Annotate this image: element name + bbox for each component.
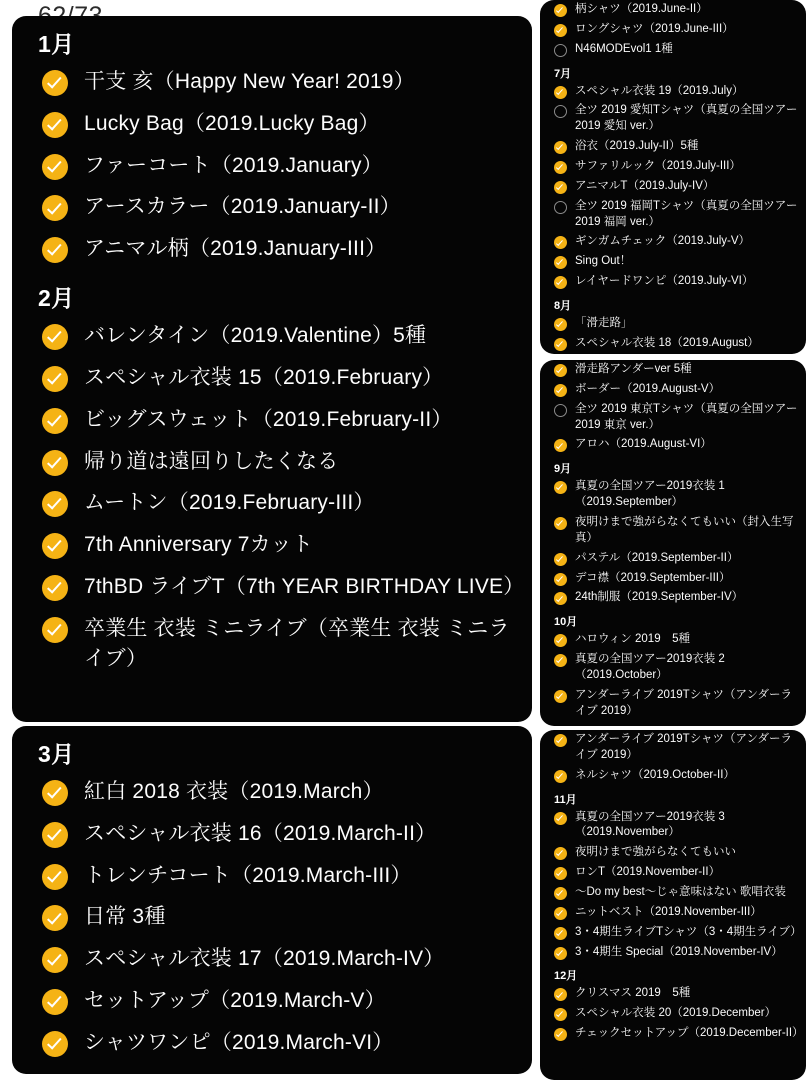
checklist-row[interactable] bbox=[12, 938, 532, 980]
checklist-row[interactable] bbox=[540, 400, 806, 436]
checklist-item-label: ハロウィン 2019 5種 bbox=[575, 633, 690, 646]
checked-circle-icon[interactable] bbox=[42, 195, 68, 221]
checklist-item-label: ムートン（2019.February-III） bbox=[84, 491, 375, 515]
checked-circle-icon[interactable] bbox=[42, 780, 68, 806]
checklist-item-label: アースカラー（2019.January-II） bbox=[84, 195, 401, 219]
checklist-item-label: 7th Anniversary 7カット bbox=[84, 533, 314, 557]
checklist-row[interactable] bbox=[540, 314, 806, 334]
checklist-row[interactable] bbox=[540, 40, 806, 60]
checklist-row[interactable] bbox=[12, 566, 532, 608]
checked-circle-icon[interactable] bbox=[42, 70, 68, 96]
checklist-item-label: スペシャル衣装 20（2019.December） bbox=[575, 1007, 777, 1020]
checklist-item-label: 浴衣（2019.July-II）5種 bbox=[575, 140, 699, 153]
checked-circle-icon[interactable] bbox=[42, 366, 68, 392]
checklist-panel-left-bottom[interactable] bbox=[12, 726, 532, 1074]
checklist-right-mid bbox=[540, 360, 806, 722]
unchecked-circle-icon[interactable] bbox=[554, 404, 567, 417]
checked-circle-icon[interactable] bbox=[554, 181, 567, 194]
checklist-row[interactable] bbox=[12, 771, 532, 813]
checklist-left-top bbox=[12, 26, 532, 679]
checked-circle-icon[interactable] bbox=[42, 822, 68, 848]
checklist-row[interactable] bbox=[540, 334, 806, 354]
checked-circle-icon[interactable] bbox=[554, 573, 567, 586]
checked-circle-icon[interactable] bbox=[42, 450, 68, 476]
checked-circle-icon[interactable] bbox=[42, 575, 68, 601]
checklist-item-label: 真夏の全国ツアー2019衣装 2（2019.October） bbox=[575, 653, 725, 682]
checked-circle-icon[interactable] bbox=[554, 318, 567, 331]
checklist-item-label: 3・4期生 Special（2019.November-IV） bbox=[575, 945, 783, 958]
checklist-item-label: 柄シャツ（2019.June-II） bbox=[575, 3, 708, 15]
checked-circle-icon[interactable] bbox=[554, 256, 567, 269]
checked-circle-icon[interactable] bbox=[42, 1031, 68, 1057]
unchecked-circle-icon[interactable] bbox=[554, 201, 567, 214]
checklist-item-label: 7thBD ライブT（7th YEAR BIRTHDAY LIVE） bbox=[84, 574, 525, 598]
checklist-row[interactable] bbox=[540, 1004, 806, 1024]
checklist-right-bottom bbox=[540, 730, 806, 1044]
checklist-row[interactable] bbox=[540, 943, 806, 963]
checklist-row[interactable] bbox=[540, 903, 806, 923]
month-heading: 11月 bbox=[554, 793, 577, 806]
unchecked-circle-icon[interactable] bbox=[554, 105, 567, 118]
checklist-item-label: 3・4期生ライブTシャツ（3・4期生ライブ） bbox=[575, 925, 802, 938]
checklist-row[interactable] bbox=[540, 101, 806, 137]
checklist-left-bottom bbox=[12, 736, 532, 1064]
checked-circle-icon[interactable] bbox=[42, 408, 68, 434]
checked-circle-icon[interactable] bbox=[554, 276, 567, 289]
checked-circle-icon[interactable] bbox=[554, 364, 567, 377]
checked-circle-icon[interactable] bbox=[554, 4, 567, 17]
checklist-row[interactable] bbox=[12, 813, 532, 855]
checklist-row[interactable] bbox=[540, 730, 806, 766]
checked-circle-icon[interactable] bbox=[554, 690, 567, 703]
checklist-item-label: ニットベスト（2019.November-III） bbox=[575, 905, 762, 918]
month-heading: 7月 bbox=[554, 67, 572, 80]
checklist-item-label: 卒業生 衣装 ミニライブ（卒業生 衣装 ミニライブ） bbox=[84, 616, 510, 670]
unchecked-circle-icon[interactable] bbox=[554, 44, 567, 57]
checklist-row[interactable] bbox=[540, 863, 806, 883]
checked-circle-icon[interactable] bbox=[554, 161, 567, 174]
checked-circle-icon[interactable] bbox=[42, 112, 68, 138]
checked-circle-icon[interactable] bbox=[554, 907, 567, 920]
checklist-row[interactable] bbox=[540, 513, 806, 549]
checklist-row[interactable] bbox=[12, 228, 532, 270]
checked-circle-icon[interactable] bbox=[554, 384, 567, 397]
checklist-row[interactable] bbox=[540, 1024, 806, 1044]
checklist-row[interactable] bbox=[12, 855, 532, 897]
checklist-item-label: アンダーライブ 2019Tシャツ（アンダーライブ 2019） bbox=[575, 688, 793, 717]
checklist-item-label: 夜明けまで強がらなくてもいい（封入生写真） bbox=[575, 516, 794, 544]
checklist-row[interactable] bbox=[12, 441, 532, 483]
checklist-row[interactable] bbox=[540, 569, 806, 589]
checklist-row[interactable] bbox=[540, 177, 806, 197]
checklist-item-label: 全ツ 2019 東京Tシャツ（真夏の全国ツアー2019 東京 ver.） bbox=[575, 402, 798, 431]
checklist-item-label: シャツワンピ（2019.March-VI） bbox=[84, 1030, 394, 1054]
checklist-item-label: 真夏の全国ツアー2019衣装 3（2019.November） bbox=[575, 810, 725, 839]
checked-circle-icon[interactable] bbox=[42, 237, 68, 263]
checklist-item-label: ビッグスウェット（2019.February-II） bbox=[84, 407, 453, 431]
checked-circle-icon[interactable] bbox=[42, 324, 68, 350]
checklist-item-label: 夜明けまで強がらなくてもいい bbox=[575, 846, 736, 859]
checked-circle-icon[interactable] bbox=[554, 887, 567, 900]
checklist-item-label: 帰り道は遠回りしたくなる bbox=[84, 449, 339, 473]
checklist-row[interactable] bbox=[540, 883, 806, 903]
checklist-row[interactable] bbox=[540, 808, 806, 844]
checklist-row[interactable] bbox=[540, 477, 806, 513]
checklist-row[interactable] bbox=[12, 357, 532, 399]
checklist-item-label: アロハ（2019.August-VI） bbox=[575, 438, 712, 451]
checklist-row[interactable] bbox=[540, 360, 806, 380]
checklist-row[interactable] bbox=[540, 766, 806, 786]
checked-circle-icon[interactable] bbox=[554, 812, 567, 825]
checklist-item-label: スペシャル衣装 17（2019.March-IV） bbox=[84, 947, 445, 971]
checklist-row[interactable] bbox=[12, 482, 532, 524]
checked-circle-icon[interactable] bbox=[42, 154, 68, 180]
checklist-item-label: 日常 3種 bbox=[84, 905, 166, 929]
checked-circle-icon[interactable] bbox=[42, 905, 68, 931]
checklist-row[interactable] bbox=[540, 82, 806, 102]
checklist-row[interactable] bbox=[12, 980, 532, 1022]
checklist-item-label: 滑走路アンダーver 5種 bbox=[575, 363, 692, 375]
checked-circle-icon[interactable] bbox=[42, 491, 68, 517]
checked-circle-icon[interactable] bbox=[554, 236, 567, 249]
checklist-item-label: トレンチコート（2019.March-III） bbox=[84, 863, 412, 887]
checklist-item-label: バレンタイン（2019.Valentine）5種 bbox=[84, 324, 427, 348]
checklist-row[interactable] bbox=[540, 686, 806, 722]
checklist-row[interactable] bbox=[540, 380, 806, 400]
checklist-row[interactable] bbox=[12, 608, 532, 680]
checklist-row[interactable] bbox=[12, 61, 532, 103]
checklist-row[interactable] bbox=[540, 137, 806, 157]
checked-circle-icon[interactable] bbox=[554, 988, 567, 1001]
checked-circle-icon[interactable] bbox=[554, 734, 567, 747]
checked-circle-icon[interactable] bbox=[554, 847, 567, 860]
checked-circle-icon[interactable] bbox=[554, 86, 567, 99]
checklist-row[interactable] bbox=[12, 315, 532, 357]
checklist-item-label: 24th制服（2019.September-IV） bbox=[575, 591, 744, 604]
checklist-row[interactable] bbox=[540, 197, 806, 233]
checklist-item-label: N46MODEvol1 1種 bbox=[575, 42, 673, 55]
checklist-item-label: セットアップ（2019.March-V） bbox=[84, 989, 386, 1013]
checked-circle-icon[interactable] bbox=[554, 24, 567, 37]
checklist-row[interactable] bbox=[12, 145, 532, 187]
checklist-row[interactable] bbox=[540, 272, 806, 292]
checked-circle-icon[interactable] bbox=[554, 141, 567, 154]
checklist-item-label: 紅白 2018 衣装（2019.March） bbox=[84, 780, 384, 803]
month-heading: 12月 bbox=[554, 970, 578, 983]
checklist-row[interactable] bbox=[540, 630, 806, 650]
checklist-row[interactable] bbox=[540, 588, 806, 608]
checklist-item-label: スペシャル衣装 15（2019.February） bbox=[84, 365, 444, 389]
checked-circle-icon[interactable] bbox=[554, 634, 567, 647]
checklist-row[interactable] bbox=[540, 20, 806, 40]
checklist-item-label: アニマル柄（2019.January-III） bbox=[84, 237, 387, 261]
checklist-row[interactable] bbox=[540, 157, 806, 177]
checked-circle-icon[interactable] bbox=[42, 533, 68, 559]
checklist-item-label: クリスマス 2019 5種 bbox=[575, 987, 691, 1000]
checked-circle-icon[interactable] bbox=[554, 439, 567, 452]
checked-circle-icon[interactable] bbox=[42, 947, 68, 973]
checklist-item-label: ネルシャツ（2019.October-II） bbox=[575, 768, 735, 781]
checked-circle-icon[interactable] bbox=[554, 927, 567, 940]
checklist-item-label: デコ襟（2019.September-III） bbox=[575, 571, 731, 584]
checked-circle-icon[interactable] bbox=[554, 481, 567, 494]
checklist-item-label: スペシャル衣装 16（2019.March-II） bbox=[84, 821, 437, 845]
checklist-row[interactable] bbox=[540, 232, 806, 252]
checklist-row[interactable] bbox=[540, 843, 806, 863]
checklist-right-top bbox=[540, 0, 806, 354]
checklist-item-label: ロングシャツ（2019.June-III） bbox=[575, 22, 734, 35]
checked-circle-icon[interactable] bbox=[554, 553, 567, 566]
checked-circle-icon[interactable] bbox=[42, 617, 68, 643]
checklist-row[interactable] bbox=[540, 650, 806, 686]
checklist-row[interactable] bbox=[12, 1022, 532, 1064]
checklist-row[interactable] bbox=[540, 549, 806, 569]
checked-circle-icon[interactable] bbox=[554, 867, 567, 880]
checklist-row[interactable] bbox=[12, 186, 532, 228]
checklist-row[interactable] bbox=[12, 399, 532, 441]
checklist-row[interactable] bbox=[540, 252, 806, 272]
checklist-item-label: ファーコート（2019.January） bbox=[84, 153, 383, 177]
month-heading: 10月 bbox=[554, 616, 578, 629]
checklist-item-label: ロンT（2019.November-II） bbox=[575, 866, 721, 879]
checklist-item-label: 〜Do my best〜じゃ意味はない 歌唱衣装 bbox=[575, 886, 786, 899]
checklist-item-label: 「滑走路」 bbox=[575, 317, 633, 330]
checked-circle-icon[interactable] bbox=[554, 654, 567, 667]
checked-circle-icon[interactable] bbox=[554, 338, 567, 351]
checklist-item-label: パステル（2019.September-II） bbox=[575, 551, 739, 564]
checklist-item-label: 全ツ 2019 愛知Tシャツ（真夏の全国ツアー2019 愛知 ver.） bbox=[575, 104, 798, 133]
checklist-item-label: 全ツ 2019 福岡Tシャツ（真夏の全国ツアー2019 福岡 ver.） bbox=[575, 199, 798, 228]
checked-circle-icon[interactable] bbox=[554, 1008, 567, 1021]
checklist-item-label: ギンガムチェック（2019.July-V） bbox=[575, 235, 751, 248]
checked-circle-icon[interactable] bbox=[554, 770, 567, 783]
checklist-row[interactable] bbox=[540, 435, 806, 455]
checklist-row[interactable] bbox=[12, 524, 532, 566]
checklist-item-label: ボーダー（2019.August-V） bbox=[575, 382, 721, 395]
checklist-item-label: Sing Out！ bbox=[575, 255, 632, 268]
checklist-panel-left-top[interactable] bbox=[12, 16, 532, 722]
checklist-panel-right-bottom[interactable] bbox=[540, 730, 806, 1080]
checklist-item-label: チェックセットアップ（2019.December-II） bbox=[575, 1027, 804, 1040]
checklist-item-label: 真夏の全国ツアー2019衣装 1（2019.September） bbox=[575, 480, 725, 509]
checklist-panel-right-top[interactable] bbox=[540, 0, 806, 354]
checklist-item-label: レイヤードワンピ（2019.July-VI） bbox=[575, 275, 754, 288]
checked-circle-icon[interactable] bbox=[554, 517, 567, 530]
checklist-item-label: 干支 亥（Happy New Year! 2019） bbox=[84, 70, 415, 93]
checklist-row[interactable] bbox=[12, 896, 532, 938]
month-heading: 8月 bbox=[554, 300, 572, 313]
month-heading: 2月 bbox=[38, 285, 75, 312]
checked-circle-icon[interactable] bbox=[42, 989, 68, 1015]
checked-circle-icon[interactable] bbox=[554, 1028, 567, 1041]
month-heading: 1月 bbox=[38, 31, 75, 57]
checklist-row[interactable] bbox=[540, 984, 806, 1004]
checked-circle-icon[interactable] bbox=[42, 864, 68, 890]
checklist-panel-right-mid[interactable] bbox=[540, 360, 806, 726]
checklist-item-label: スペシャル衣装 18（2019.August） bbox=[575, 336, 759, 349]
checklist-item-label: アンダーライブ 2019Tシャツ（アンダーライブ 2019） bbox=[575, 733, 793, 761]
checklist-item-label: Lucky Bag（2019.Lucky Bag） bbox=[84, 111, 380, 135]
checklist-row[interactable] bbox=[12, 103, 532, 145]
checklist-row[interactable] bbox=[540, 0, 806, 20]
checklist-row[interactable] bbox=[540, 923, 806, 943]
checked-circle-icon[interactable] bbox=[554, 947, 567, 960]
checked-circle-icon[interactable] bbox=[554, 592, 567, 605]
checklist-item-label: サファリルック（2019.July-III） bbox=[575, 160, 741, 173]
month-heading: 9月 bbox=[554, 463, 572, 476]
checklist-item-label: スペシャル衣装 19（2019.July） bbox=[575, 84, 744, 97]
checklist-item-label: アニマルT（2019.July-IV） bbox=[575, 179, 715, 192]
month-heading: 3月 bbox=[38, 741, 75, 767]
